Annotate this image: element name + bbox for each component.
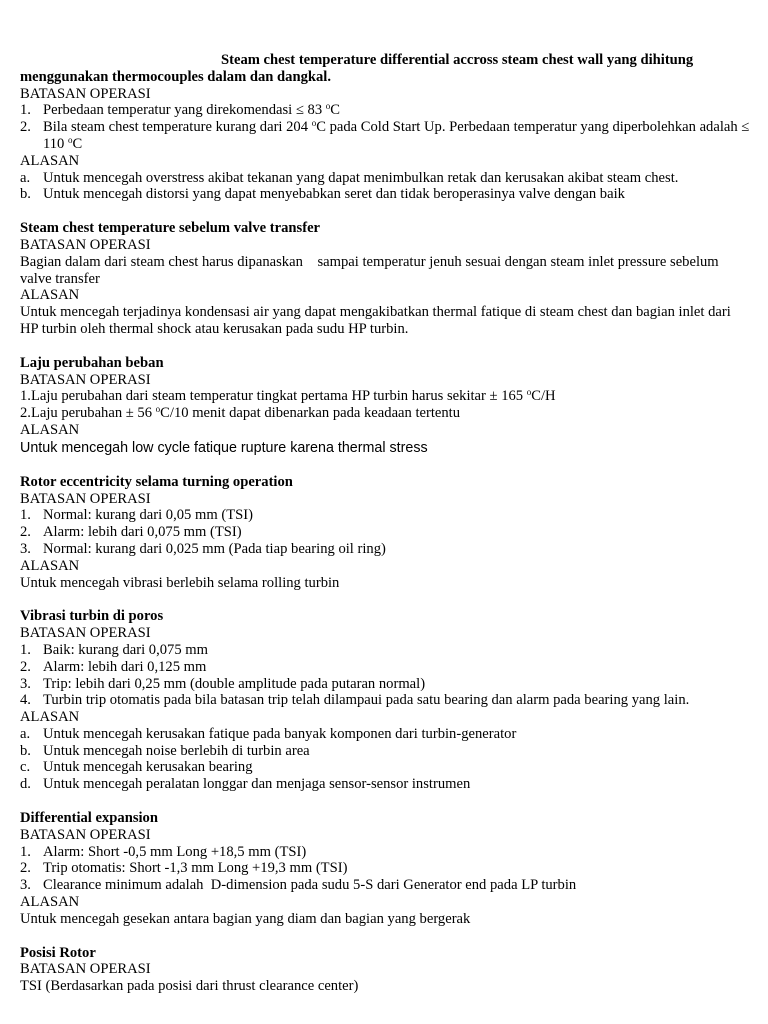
list-text-part: C pada Cold Start Up. Perbedaan temperatur yang diperbolehkan adalah ≤ 110 (43, 119, 750, 152)
list-text: Clearance minimum adalah D-dimension pada sudu 5-S dari Generator end pada LP turbin (43, 877, 577, 894)
list-letter: b. (20, 742, 31, 759)
list-item (20, 692, 750, 709)
list-text-part: Bila steam chest temperature kurang dari 204 (43, 119, 312, 136)
list-number: 1. (20, 102, 31, 119)
list-text: Untuk mencegah overstress akibat tekanan yang dapat menimbulkan retak dan kerusakan akibat steam chest. (43, 169, 679, 186)
list-text: Untuk mencegah noise berlebih di turbin area (43, 742, 310, 759)
document-page (20, 52, 750, 995)
list-item (20, 170, 750, 187)
paragraph: Untuk mencegah terjadinya kondensasi air yang dapat mengakibatkan thermal fatique di steam chest dan bagian inlet dari HP turbin oleh thermal shock atau kerusakan pada sudu HP turbin. (20, 304, 731, 337)
list-text: Normal: kurang dari 0,025 mm (Pada tiap bearing oil ring) (43, 540, 386, 557)
list-text: Alarm: lebih dari 0,075 mm (TSI) (43, 524, 242, 541)
list-number: 2. (20, 524, 31, 541)
list-number: 1. (20, 843, 31, 860)
list-text-part: 2.Laju perubahan ± 56 (20, 405, 156, 422)
list-text: Trip otomatis: Short -1,3 mm Long +19,3 mm (TSI) (43, 860, 348, 877)
document-title-line-2: menggunakan thermocouples dalam dan dangkal. (20, 68, 331, 85)
list-text-part: C/10 menit dapat dibenarkan pada keadaan tertentu (160, 405, 461, 422)
degree-superscript: o (325, 101, 331, 112)
list-item (20, 119, 750, 153)
list-item (20, 877, 750, 894)
list-text: Normal: kurang dari 0,05 mm (TSI) (43, 507, 253, 524)
section-heading: Posisi Rotor (20, 944, 96, 961)
paragraph: Untuk mencegah vibrasi berlebih selama rolling turbin (20, 574, 340, 591)
list-text-part: Perbedaan temperatur yang direkomendasi ≤ 83 (43, 102, 326, 119)
list-text-part: C/H (531, 388, 556, 405)
list-text (43, 119, 750, 153)
alasan-label: ALASAN (20, 894, 80, 911)
list-number: 3. (20, 675, 31, 692)
list-item (20, 726, 750, 743)
list-item (20, 507, 750, 524)
paragraph: Untuk mencegah gesekan antara bagian yang diam dan bagian yang bergerak (20, 910, 471, 927)
section-heading: Steam chest temperature sebelum valve transfer (20, 220, 321, 237)
list-letter: a. (20, 725, 31, 742)
batasan-operasi-label: BATASAN OPERASI (20, 826, 151, 843)
list-text: Alarm: Short -0,5 mm Long +18,5 mm (TSI) (43, 843, 307, 860)
list-item (20, 524, 750, 541)
batasan-operasi-label: BATASAN OPERASI (20, 625, 151, 642)
degree-superscript: o (68, 134, 73, 145)
section-steam-chest-differential (20, 52, 750, 203)
document-title-line-1: Steam chest temperature differential accross steam chest wall yang dihitung (221, 52, 694, 68)
list-text: Untuk mencegah peralatan longgar dan menjaga sensor-sensor instrumen (43, 776, 471, 793)
alasan-label: ALASAN (20, 709, 80, 726)
list-text-part: C (72, 135, 83, 152)
paragraph: TSI (Berdasarkan pada posisi dari thrust clearance center) (20, 978, 359, 995)
list-text-part: C (330, 102, 340, 119)
batasan-operasi-label: BATASAN OPERASI (20, 490, 151, 507)
degree-superscript: o (526, 387, 532, 398)
degree-superscript: o (155, 404, 161, 415)
list-item (20, 844, 750, 861)
list-item (20, 388, 750, 405)
list-number: 3. (20, 540, 31, 557)
section-differential-expansion (20, 810, 750, 928)
list-text: Alarm: lebih dari 0,125 mm (43, 658, 207, 675)
section-steam-chest-before-transfer (20, 220, 750, 338)
list-text: Untuk mencegah distorsi yang dapat menyebabkan seret dan tidak beroperasinya valve dengan baik (43, 186, 625, 203)
list-item (20, 659, 750, 676)
list-letter: c. (20, 759, 31, 776)
batasan-operasi-label: BATASAN OPERASI (20, 371, 151, 388)
list-text: Turbin trip otomatis pada bila batasan trip telah dilampaui pada satu bearing dan alarm pada bearing yang lain. (43, 692, 690, 709)
batasan-operasi-label: BATASAN OPERASI (20, 236, 151, 253)
list-text (43, 102, 750, 119)
list-item (20, 405, 750, 422)
list-number: 3. (20, 877, 31, 894)
list-item (20, 186, 750, 203)
section-heading: Laju perubahan beban (20, 354, 164, 371)
degree-superscript: o (311, 118, 317, 129)
alasan-label: ALASAN (20, 152, 80, 169)
alasan-label: ALASAN (20, 421, 80, 438)
section-heading: Vibrasi turbin di poros (20, 608, 164, 625)
list-text: Untuk mencegah kerusakan fatique pada banyak komponen dari turbin-generator (43, 725, 517, 742)
list-text: Untuk mencegah kerusakan bearing (43, 759, 253, 776)
list-letter: d. (20, 776, 31, 793)
list-item (20, 860, 750, 877)
list-number: 1. (20, 641, 31, 658)
section-laju-perubahan-beban (20, 355, 750, 457)
list-letter: a. (20, 169, 31, 186)
list-item (20, 743, 750, 760)
list-item (20, 541, 750, 558)
section-rotor-eccentricity (20, 474, 750, 592)
list-text: Trip: lebih dari 0,25 mm (double amplitude pada putaran normal) (43, 675, 426, 692)
section-heading: Rotor eccentricity selama turning operation (20, 473, 293, 490)
list-number: 2. (20, 860, 31, 877)
list-item (20, 676, 750, 693)
section-posisi-rotor (20, 945, 750, 995)
paragraph: Untuk mencegah low cycle fatique rupture karena thermal stress (20, 439, 428, 456)
section-heading: Differential expansion (20, 810, 158, 827)
list-number: 4. (20, 692, 31, 709)
batasan-operasi-label: BATASAN OPERASI (20, 85, 151, 102)
paragraph: Bagian dalam dari steam chest harus dipanaskan sampai temperatur jenuh sesuai dengan steam inlet pressure sebelum valve transfer (20, 253, 723, 287)
batasan-operasi-label: BATASAN OPERASI (20, 961, 151, 978)
section-vibrasi-turbin (20, 608, 750, 793)
list-item (20, 776, 750, 793)
list-number: 2. (20, 119, 31, 136)
list-item (20, 642, 750, 659)
list-number: 2. (20, 658, 31, 675)
list-item (20, 102, 750, 119)
alasan-label: ALASAN (20, 557, 80, 574)
list-text-part: 1.Laju perubahan dari steam temperatur tingkat pertama HP turbin harus sekitar ± 165 (20, 388, 527, 405)
list-text: Baik: kurang dari 0,075 mm (43, 641, 208, 658)
list-letter: b. (20, 186, 31, 203)
list-item (20, 759, 750, 776)
list-number: 1. (20, 507, 31, 524)
alasan-label: ALASAN (20, 287, 80, 304)
